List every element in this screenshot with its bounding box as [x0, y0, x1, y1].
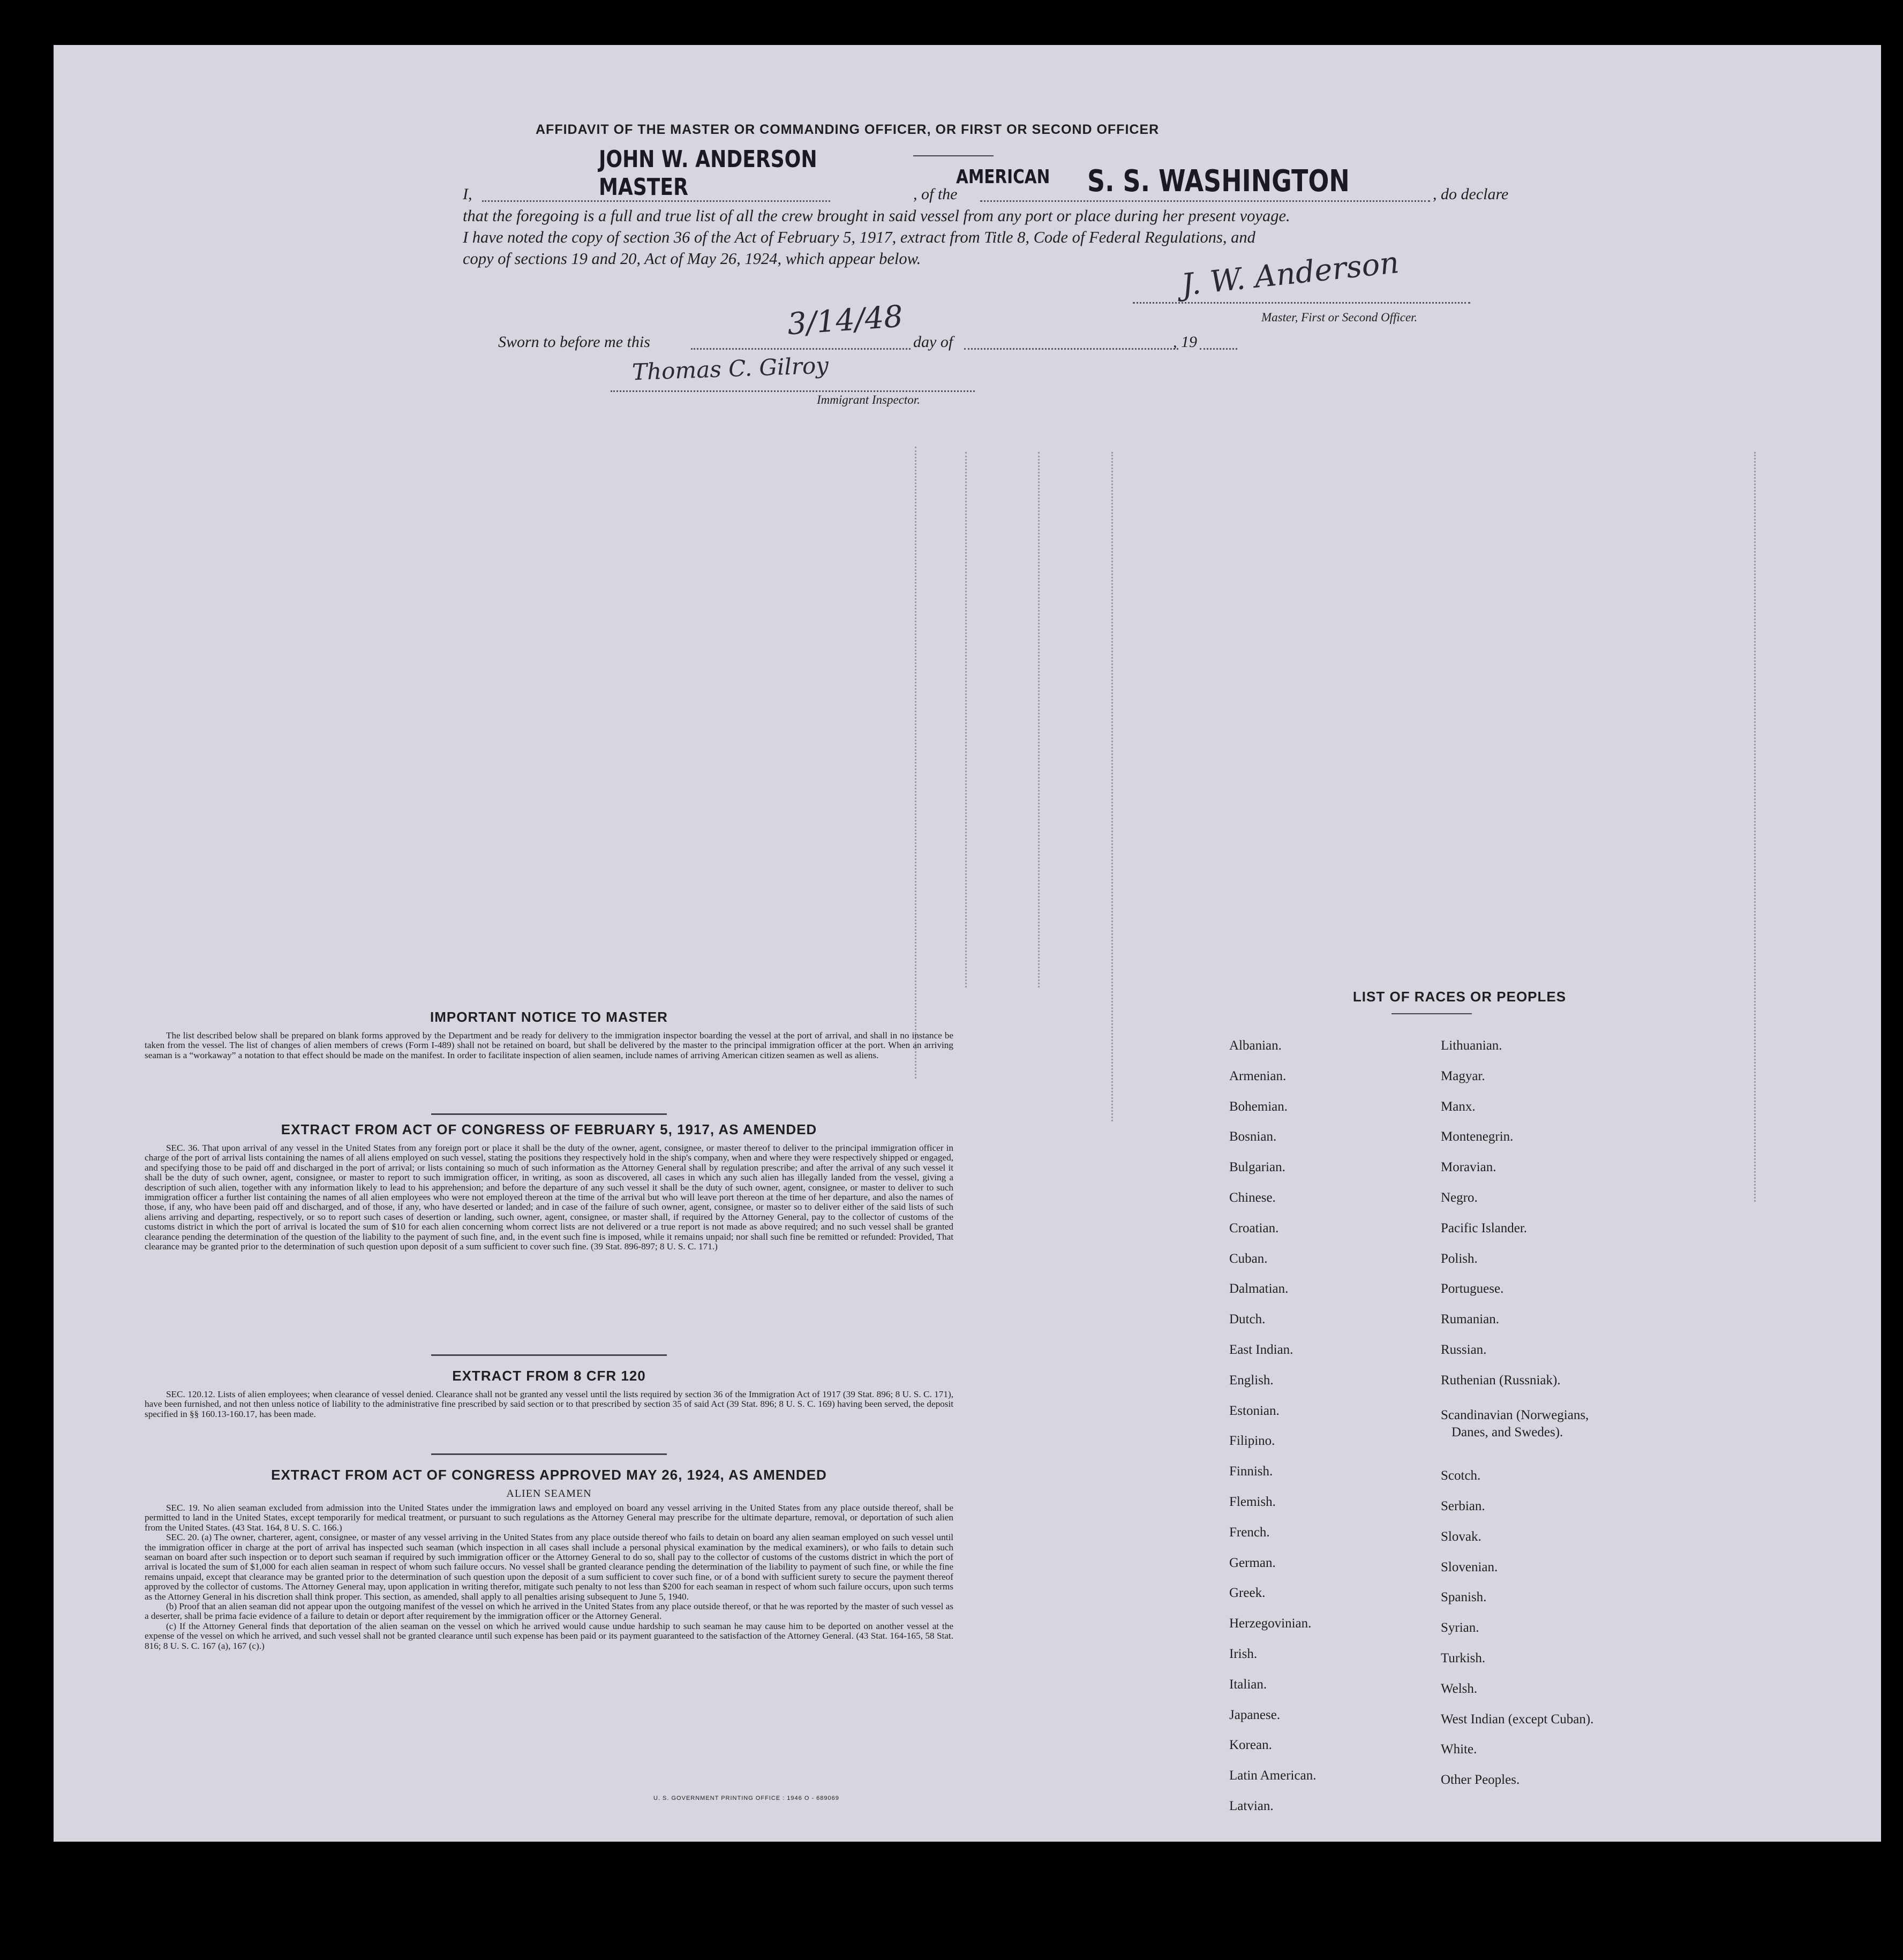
race-item: Manx.: [1441, 1099, 1476, 1114]
race-item: Irish.: [1229, 1647, 1258, 1661]
inspector-caption: Immigrant Inspector.: [817, 393, 920, 406]
master-signature: J. W. Anderson: [1179, 245, 1401, 303]
master-name-typed: JOHN W. ANDERSON: [599, 146, 817, 173]
section-divider: [431, 1354, 667, 1356]
extract-1924-section: [145, 1467, 953, 1651]
race-item: Magyar.: [1441, 1068, 1485, 1083]
nationality-typed: AMERICAN: [956, 166, 1050, 188]
extract-1924-sec20c: (c) If the Attorney General finds that deportation of the alien seaman on the vessel on which he arrived would cause undue hardship to such seaman he may cause him to be deported on another vessel at the expense of the vessel on which he arrived, and such vessel shall not be granted clearance until such expense has been paid or its payment guaranteed to the satisfaction of the Attorney General. (43 Stat. 164-165, 58 Stat. 816; 8 U. S. C. 167 (a), 167 (c).): [145, 1620, 953, 1651]
race-item: Dalmatian.: [1229, 1281, 1289, 1296]
race-item: Greek.: [1229, 1586, 1266, 1601]
extract-1924-sec20a: SEC. 20. (a) The owner, charterer, agent, consignee, or master of any vessel arriving in the United States from any place outside thereof who fails to detain on board any alien seaman employed on such vessel until the immigration officer in charge at the port of arrival has inspected such seaman (which inspection in all cases shall include a personal physical examination by the medical examiners), or who fails to detain such seaman on board after such inspection or to deport such seaman if required by such immigration officer or the Attorney General to do so, shall pay to the collector of customs of the customs district in which the port of arrival is located the sum of $1,000 for each alien seaman in respect of whom such failure occurs. No vessel shall be granted clearance pending the determination of the liability to payment of such fine, or while the fine remains unpaid, except that clearance may be granted prior to the determination of such question upon the deposit of a sum sufficient to cover such fine, or of a bond with sufficient surety to secure the payment thereof approved by the collector of customs. The Attorney General may, upon application in writing therefor, mitigate such penalty to not less than $200 for each seaman in respect of whom such failure occurs, upon such terms as the Attorney General in his discretion shall think proper. This section, as amended, shall apply to all penalties arising subsequent to June 5, 1940.: [145, 1532, 953, 1602]
race-item: Ruthenian (Russniak).: [1441, 1373, 1561, 1388]
race-item: Russian.: [1441, 1343, 1487, 1357]
ghost-column-rule: [1111, 452, 1113, 1121]
sworn-date-handwritten: 3/14/48: [786, 299, 904, 342]
races-underline: [1391, 1013, 1472, 1014]
ghost-column-rule: [1754, 452, 1756, 1202]
extract-cfr-heading: EXTRACT FROM 8 CFR 120: [452, 1368, 646, 1384]
document-page: [54, 45, 1881, 1842]
section-divider: [431, 1113, 667, 1115]
affidavit-i-label: I,: [463, 185, 472, 203]
race-item: Slovenian.: [1441, 1559, 1498, 1574]
race-item: Estonian.: [1229, 1403, 1280, 1418]
year-label: , 19: [1173, 333, 1197, 351]
extract-1924-sec19: SEC. 19. No alien seaman excluded from admission into the United States under the immigration laws and employed on board any vessel arriving in the United States from any place outside thereof, shall be permitted to land in the United States, except temporarily for medical treatment, or pursuant to such regulations as the Attorney General may prescribe for the ultimate departure, removal, or deportation of such alien from the United States. (43 Stat. 164, 8 U. S. C. 166.): [145, 1503, 953, 1533]
race-item: Montenegrin.: [1441, 1129, 1514, 1144]
vessel-blank-line: [980, 200, 1430, 202]
inspector-signature: Thomas C. Gilroy: [631, 352, 829, 386]
race-item: Lithuanian.: [1441, 1038, 1502, 1053]
short-rule: [913, 155, 994, 156]
race-item: Syrian.: [1441, 1620, 1479, 1635]
ghost-column-rule: [915, 447, 916, 1079]
race-item: Chinese.: [1229, 1190, 1276, 1205]
signature-line: [1133, 302, 1470, 304]
section-divider: [431, 1453, 667, 1455]
race-item: Scotch.: [1441, 1468, 1481, 1483]
race-item: Croatian.: [1229, 1220, 1279, 1235]
race-item: Bosnian.: [1229, 1129, 1277, 1144]
year-blank-line: [1200, 348, 1237, 350]
race-item: Korean.: [1229, 1738, 1272, 1753]
extract-cfr-section: [145, 1368, 953, 1419]
race-item: Latin American.: [1229, 1768, 1317, 1783]
race-item: Rumanian.: [1441, 1312, 1500, 1327]
of-the-label: , of the: [913, 185, 958, 203]
race-item: Japanese.: [1229, 1707, 1281, 1722]
race-item: English.: [1229, 1373, 1274, 1388]
notice-heading: IMPORTANT NOTICE TO MASTER: [430, 1009, 668, 1025]
race-item: Finnish.: [1229, 1464, 1273, 1479]
race-item: German.: [1229, 1555, 1276, 1570]
ghost-column-rule: [965, 452, 967, 987]
race-item: Herzegovinian.: [1229, 1616, 1312, 1631]
affidavit-body-line-2: I have noted the copy of section 36 of the Act of February 5, 1917, extract from Title 8, Code of Federal Regulations, and: [463, 228, 1255, 246]
race-item: Turkish.: [1441, 1651, 1486, 1665]
notice-text: The list described below shall be prepared on blank forms approved by the Department and be ready for delivery to the immigration inspector boarding the vessel at the port of arrival, and shall in no instance be taken from the vessel. The list of changes of alien members of crews (Form I-489) shall not be retained on board, but shall be delivered by the master to the principal immigration officer at the port. When an arriving seaman is a “workaway” a notation to that effect should be made on the manifest. In order to facilitate inspection of alien seamen, include names of arriving American citizen seamen as well as aliens.: [145, 1030, 953, 1060]
master-rank-typed: MASTER: [599, 174, 688, 201]
race-item: Spanish.: [1441, 1590, 1487, 1605]
race-item: Serbian.: [1441, 1499, 1485, 1513]
extract-1924-heading: EXTRACT FROM ACT OF CONGRESS APPROVED MAY 26, 1924, AS AMENDED: [271, 1467, 827, 1483]
race-item: Bulgarian.: [1229, 1160, 1285, 1175]
race-item: East Indian.: [1229, 1343, 1293, 1357]
race-item: Filipino.: [1229, 1434, 1275, 1449]
affidavit-title: AFFIDAVIT OF THE MASTER OR COMMANDING OFFICER, OR FIRST OR SECOND OFFICER: [536, 122, 1160, 137]
affidavit-body-line-1: that the foregoing is a full and true list of all the crew brought in said vessel from any port or place during her present voyage.: [463, 207, 1290, 225]
race-item: Scandinavian (Norwegians,: [1441, 1407, 1589, 1422]
race-item: West Indian (except Cuban).: [1441, 1712, 1594, 1727]
races-heading: LIST OF RACES OR PEOPLES: [1352, 989, 1567, 1005]
sworn-date-line: [691, 348, 911, 350]
race-item: Polish.: [1441, 1251, 1478, 1266]
name-blank-line: [482, 200, 830, 202]
race-item: Negro.: [1441, 1190, 1478, 1205]
race-item: Slovak.: [1441, 1529, 1481, 1544]
race-item: Cuban.: [1229, 1251, 1268, 1266]
extract-1917-heading: EXTRACT FROM ACT OF CONGRESS OF FEBRUARY 5, 1917, AS AMENDED: [281, 1121, 817, 1137]
race-item: Flemish.: [1229, 1495, 1276, 1509]
inspector-line: [611, 390, 975, 392]
race-item: Moravian.: [1441, 1160, 1496, 1175]
printer-imprint: U. S. GOVERNMENT PRINTING OFFICE : 1946 O - 689069: [653, 1795, 839, 1801]
sworn-label: Sworn to before me this: [498, 333, 650, 351]
extract-cfr-text: SEC. 120.12. Lists of alien employees; when clearance of vessel denied. Clearance shall not be granted any vessel until the lists required by section 36 of the Immigration Act of 1917 (39 Stat. 896; 8 U. S. C. 171), have been furnished, and not then unless notice of liability to the administrative fine prescribed by said section or to that prescribed by section 35 of said Act (39 Stat. 896; 8 U. S. C. 169) having been served, the deposit specified in §§ 160.13-160.17, has been made.: [145, 1389, 953, 1419]
race-item: White.: [1441, 1742, 1477, 1757]
race-item: Albanian.: [1229, 1038, 1282, 1053]
race-item: Pacific Islander.: [1441, 1220, 1528, 1235]
race-item: Bohemian.: [1229, 1099, 1288, 1114]
day-of-label: day of: [913, 333, 953, 351]
affidavit-body-line-3: copy of sections 19 and 20, Act of May 26, 1924, which appear below.: [463, 250, 921, 268]
race-item: Other Peoples.: [1441, 1773, 1520, 1788]
race-item: Dutch.: [1229, 1312, 1266, 1327]
extract-1924-subheading: ALIEN SEAMEN: [506, 1488, 592, 1499]
race-item: Portuguese.: [1441, 1281, 1504, 1296]
extract-1917-text: SEC. 36. That upon arrival of any vessel in the United States from any foreign port or place it shall be the duty of the owner, agent, consignee, or master thereof to deliver to the principal immigration officer in charge of the port of arrival lists containing the names of all aliens employed on such vessel, stating the positions they respectively hold in the ship's company, when and where they were respectively shipped or engaged, and specifying those to be paid off and discharged in the port of arrival; or lists containing so much of such information as the Attorney General shall by regulation prescribe; and after the arrival of any such vessel it shall be the duty of such owner, agent, consignee, or master to report to such immigration officer, in writing, as soon as discovered, all cases in which any such alien has illegally landed from the vessel, giving a description of such alien, together with any information likely to lead to his apprehension; and before the departure of any such vessel it shall be the duty of such owner, agent, consignee, or master to deliver to such immigration officer a further list containing the names of all alien employees who were not employed thereon at the time of the arrival but who will leave port thereon at the time of her departure, and also the names of those, if any, who have been paid off and discharged, and of those, if any, who have deserted or landed; and in case of the failure of such owner, agent, consignee, or master so to deliver either of the said lists of such aliens arriving and departing, respectively, or so to report such cases of desertion or landing, such owner, agent, consignee, or master shall, if required by the Attorney General, pay to the collector of customs of the customs district in which the port of arrival is located the sum of $10 for each alien concerning whom correct lists are not delivered or a true report is not made as above required; and no such vessel shall be granted clearance pending the determination of the question of the liability to the payment of such fine, and, in the event such fine is imposed, while it remains unpaid; nor shall such fine be remitted or refunded: Provided, That clearance may be granted prior to the determination of such question upon deposit of a sum sufficient to cover such fine. (39 Stat. 896-897; 8 U. S. C. 171.): [145, 1143, 953, 1252]
race-item: Welsh.: [1441, 1681, 1478, 1696]
race-item: Latvian.: [1229, 1799, 1274, 1813]
signature-caption: Master, First or Second Officer.: [1261, 311, 1418, 324]
do-declare-label: , do declare: [1433, 185, 1509, 203]
extract-1917-section: [145, 1121, 953, 1252]
race-item: French.: [1229, 1525, 1270, 1540]
ghost-column-rule: [1038, 452, 1040, 987]
race-item: Danes, and Swedes).: [1451, 1424, 1563, 1439]
vessel-name-typed: S. S. WASHINGTON: [1087, 164, 1350, 199]
race-item: Armenian.: [1229, 1068, 1287, 1083]
notice-section: [145, 1009, 953, 1060]
race-item: Italian.: [1229, 1677, 1267, 1692]
month-blank-line: [964, 348, 1178, 350]
extract-1924-sec20b: (b) Proof that an alien seaman did not appear upon the outgoing manifest of the vessel on which he arrived in the United States from any place outside thereof, or that he was reported by the master of such vessel as a deserter, shall be prima facie evidence of a failure to detain or deport after requirement by the immigration officer or the Attorney General.: [145, 1601, 953, 1622]
